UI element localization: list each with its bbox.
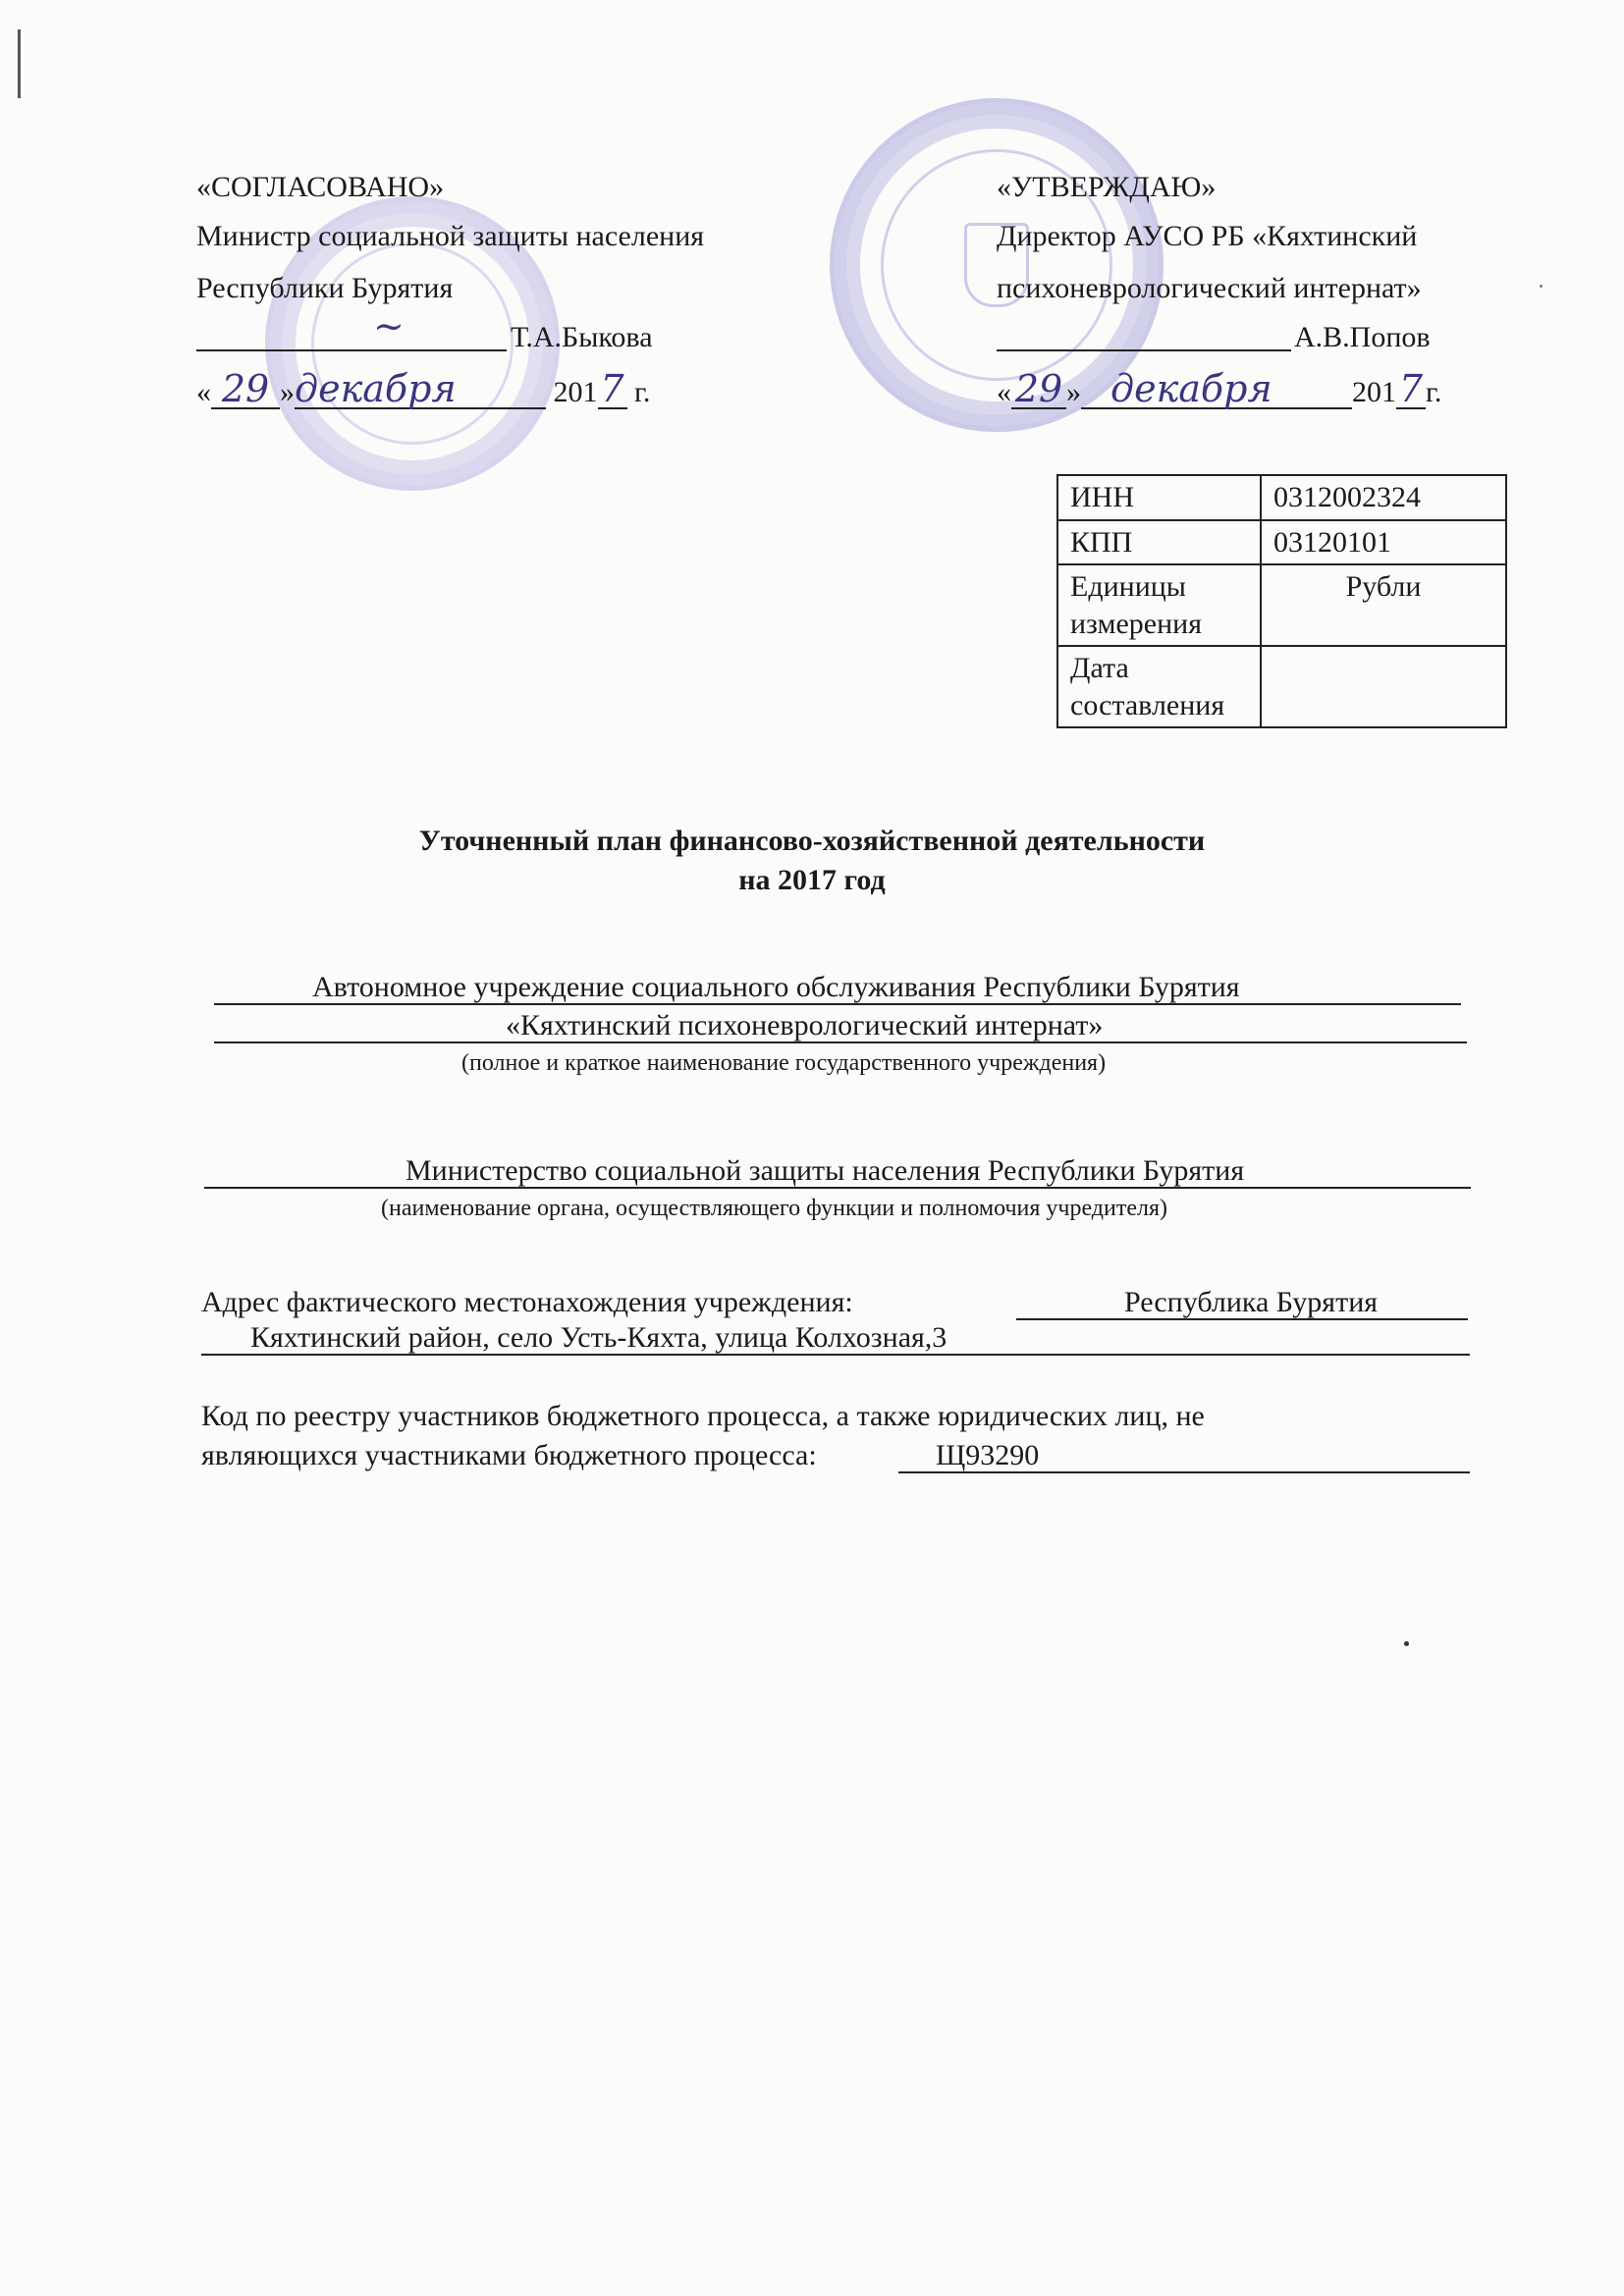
registry-label-line1: Код по реестру участников бюджетного процесса, а также юридических лиц, не <box>201 1400 1205 1432</box>
info-table <box>1056 474 1507 728</box>
agreed-date <box>196 367 651 410</box>
table-cell-label: ИНН <box>1057 475 1261 520</box>
approved-date-year-digit: 7 <box>1398 367 1424 410</box>
agreed-signature-icon: ~ <box>373 304 405 347</box>
table-row <box>1057 646 1506 727</box>
agreed-position-line2: Республики Бурятия <box>196 272 454 304</box>
table-cell-label: Дата составления <box>1057 646 1261 727</box>
agreed-date-suffix: г. <box>634 376 651 408</box>
approved-position-line2: психоневрологический интернат» <box>997 272 1422 304</box>
approved-date-year-prefix: 201 <box>1352 376 1396 408</box>
scan-dot <box>1540 285 1543 288</box>
address-value-line1: Республика Бурятия <box>1124 1286 1379 1318</box>
approved-signature-line <box>997 322 1291 351</box>
date-open-quote: « <box>997 376 1011 408</box>
approved-date-suffix: г. <box>1426 376 1442 408</box>
date-open-quote: « <box>196 376 211 408</box>
table-cell-value: 03120101 <box>1261 520 1506 565</box>
agreed-position-line1: Министр социальной защиты населения <box>196 220 705 252</box>
table-cell-value <box>1261 646 1506 727</box>
agreed-heading: «СОГЛАСОВАНО» <box>196 171 445 203</box>
table-row <box>1057 520 1506 565</box>
agreed-date-month: декабря <box>295 367 457 410</box>
agreed-date-year-prefix: 201 <box>553 376 598 408</box>
agreed-date-day: 29 <box>221 367 270 410</box>
table-row <box>1057 475 1506 520</box>
date-close-quote: » <box>1066 376 1081 408</box>
agreed-signature-line <box>196 304 507 351</box>
scan-dot <box>1404 1641 1409 1646</box>
date-close-quote: » <box>280 376 295 408</box>
table-cell-value: 0312002324 <box>1261 475 1506 520</box>
approved-date <box>997 367 1442 410</box>
approved-date-month: декабря <box>1110 367 1272 410</box>
registry-code: Щ93290 <box>936 1439 1040 1471</box>
page-title: Уточненный план финансово-хозяйственной деятельности <box>418 825 1206 857</box>
registry-label-line2: являющихся участниками бюджетного процесса: <box>201 1439 817 1471</box>
institution-line2: «Кяхтинский психоневрологический интернат» <box>506 1009 1104 1041</box>
institution-line1: Автономное учреждение социального обслуживания Республики Бурятия <box>312 971 1240 1003</box>
founder-name: Министерство социальной защиты населения Республики Бурятия <box>406 1154 1245 1187</box>
approved-position-line1: Директор АУСО РБ «Кяхтинский <box>997 220 1418 252</box>
table-cell-label: КПП <box>1057 520 1261 565</box>
approved-date-day: 29 <box>1014 367 1063 410</box>
margin-mark <box>18 29 21 98</box>
founder-caption: (наименование органа, осуществляющего функции и полномочия учредителя) <box>381 1196 1168 1221</box>
table-cell-value: Рубли <box>1261 564 1506 646</box>
table-row <box>1057 564 1506 646</box>
page-subtitle: на 2017 год <box>738 864 886 896</box>
table-cell-label: Единицы измерения <box>1057 564 1261 646</box>
address-label: Адрес фактического местонахождения учреждения: <box>201 1286 853 1318</box>
approved-signer: А.В.Попов <box>1294 321 1431 353</box>
agreed-signer: Т.А.Быкова <box>511 321 653 353</box>
agreed-date-year-digit: 7 <box>600 367 624 410</box>
address-value-line2: Кяхтинский район, село Усть-Кяхта, улица Колхозная,3 <box>250 1321 947 1354</box>
institution-caption: (полное и краткое наименование государственного учреждения) <box>461 1050 1107 1076</box>
approved-heading: «УТВЕРЖДАЮ» <box>997 171 1217 203</box>
